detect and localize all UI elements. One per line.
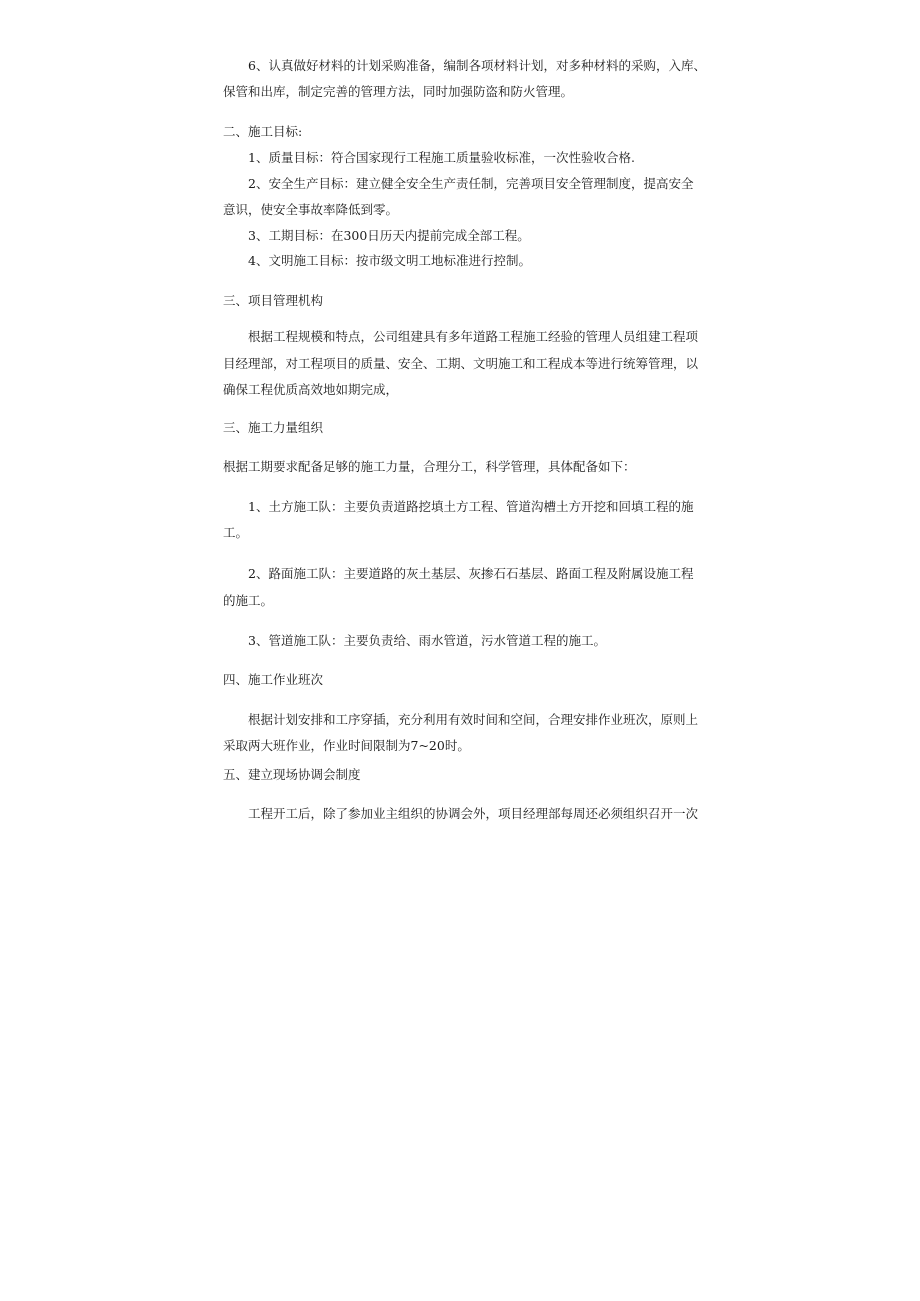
paragraph-line: 保管和出库，制定完善的管理方法，同时加强防盗和防火管理。 bbox=[223, 84, 574, 99]
list-item: 4、文明施工目标：按市级文明工地标准进行控制。 bbox=[248, 253, 531, 268]
paragraph-line: 根据工期要求配备足够的施工力量，合理分工，科学管理，具体配备如下： bbox=[223, 459, 636, 474]
paragraph-line: 采取两大班作业，作业时间限制为7~20时。 bbox=[223, 738, 470, 753]
section-heading: 二、施工目标: bbox=[223, 124, 303, 139]
paragraph-line: 根据工程规模和特点，公司组建具有多年道路工程施工经验的管理人员组建工程项 bbox=[248, 329, 699, 344]
paragraph-line: 确保工程优质高效地如期完成， bbox=[223, 382, 399, 397]
paragraph-line: 目经理部，对工程项目的质量、安全、工期、文明施工和工程成本等进行统筹管理，以 bbox=[223, 356, 699, 371]
paragraph-line: 根据计划安排和工序穿插，充分利用有效时间和空间，合理安排作业班次，原则上 bbox=[248, 712, 699, 727]
paragraph-line: 意识，使安全事故率降低到零。 bbox=[223, 202, 399, 217]
section-heading: 五、建立现场协调会制度 bbox=[223, 767, 361, 782]
list-item: 3、管道施工队：主要负责给、雨水管道，污水管道工程的施工。 bbox=[248, 633, 606, 648]
list-item: 3、工期目标：在300日历天内提前完成全部工程。 bbox=[248, 228, 530, 243]
paragraph-line: 6、认真做好材料的计划采购准备，编制各项材料计划，对多种材料的采购，入库、 bbox=[248, 58, 706, 73]
list-item: 1、土方施工队：主要负责道路挖填土方工程、管道沟槽土方开挖和回填工程的施 bbox=[248, 499, 694, 514]
section-heading: 三、施工力量组织 bbox=[223, 420, 324, 435]
section-heading: 三、项目管理机构 bbox=[223, 293, 324, 308]
list-item: 2、安全生产目标：建立健全安全生产责任制，完善项目安全管理制度，提高安全 bbox=[248, 176, 694, 191]
list-item: 1、质量目标：符合国家现行工程施工质量验收标准，一次性验收合格. bbox=[248, 150, 635, 165]
paragraph-line: 的施工。 bbox=[223, 593, 274, 608]
section-heading: 四、施工作业班次 bbox=[223, 672, 324, 687]
paragraph-line: 工。 bbox=[223, 525, 249, 540]
list-item: 2、路面施工队：主要道路的灰土基层、灰掺石石基层、路面工程及附属设施工程 bbox=[248, 566, 694, 581]
paragraph-line: 工程开工后，除了参加业主组织的协调会外，项目经理部每周还必须组织召开一次 bbox=[248, 806, 699, 821]
